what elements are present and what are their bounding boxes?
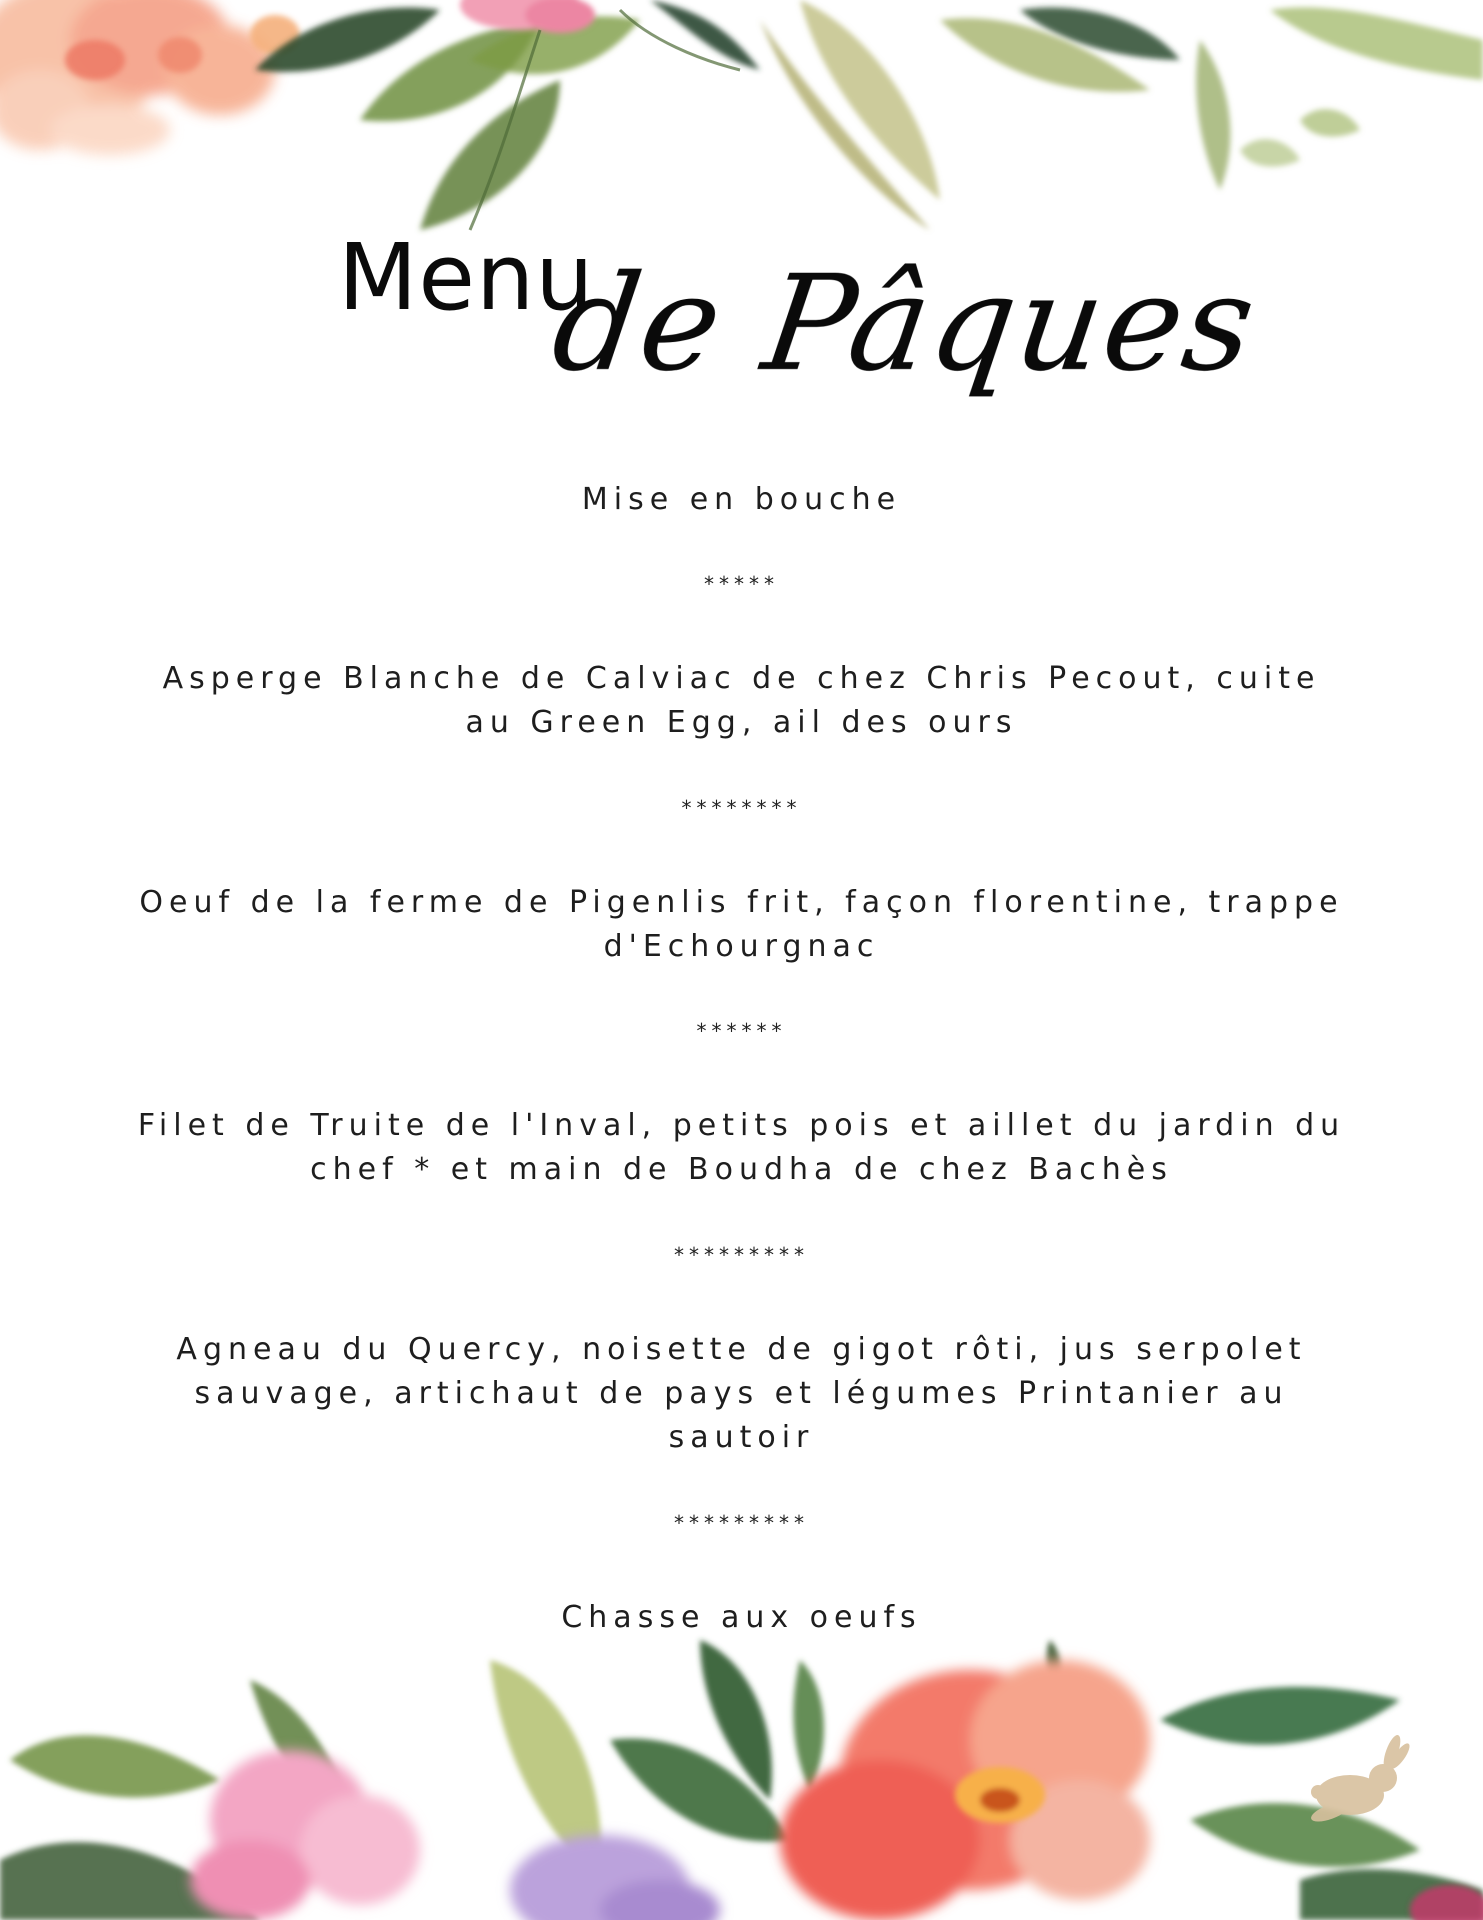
title-menu-word: Menu [338,224,595,331]
separator: ********* [674,1243,809,1267]
course-3-line-2: chef * et main de Boudha de chez Bachès [310,1152,1173,1187]
pink-flower-icon [460,0,595,33]
separator: ********* [674,1511,809,1535]
course-2-line-2: d'Echourgnac [603,929,880,964]
course-1-line-1: Asperge Blanche de Calviac de chez Chris Pecout, cuite [162,661,1321,696]
finale: Chasse aux oeufs [561,1600,922,1635]
course-1-line-2: au Green Egg, ail des ours [465,705,1018,740]
pink-flower-icon [190,1750,420,1920]
course-4-line-1: Agneau du Quercy, noisette de gigot rôti, jus serpolet [176,1332,1307,1367]
amuse-bouche: Mise en bouche [581,482,902,517]
separator: ******** [681,796,802,820]
separator: ***** [704,572,779,596]
course-3-line-1: Filet de Truite de l'Inval, petits pois et aillet du jardin du [137,1108,1346,1143]
course-4-line-3: sautoir [668,1420,815,1455]
floral-bottom-decoration [0,1620,1483,1920]
title-script: de Pâques [544,247,1266,401]
separator: ****** [696,1019,787,1043]
bunny-icon [1309,1733,1413,1825]
lavender-flower-icon [510,1835,720,1920]
peach-flower-icon [0,0,275,155]
course-4-line-2: sauvage, artichaut de pays et légumes Printanier au [194,1376,1289,1411]
course-2-line-1: Oeuf de la ferme de Pigenlis frit, façon florentine, trappe [139,885,1344,920]
